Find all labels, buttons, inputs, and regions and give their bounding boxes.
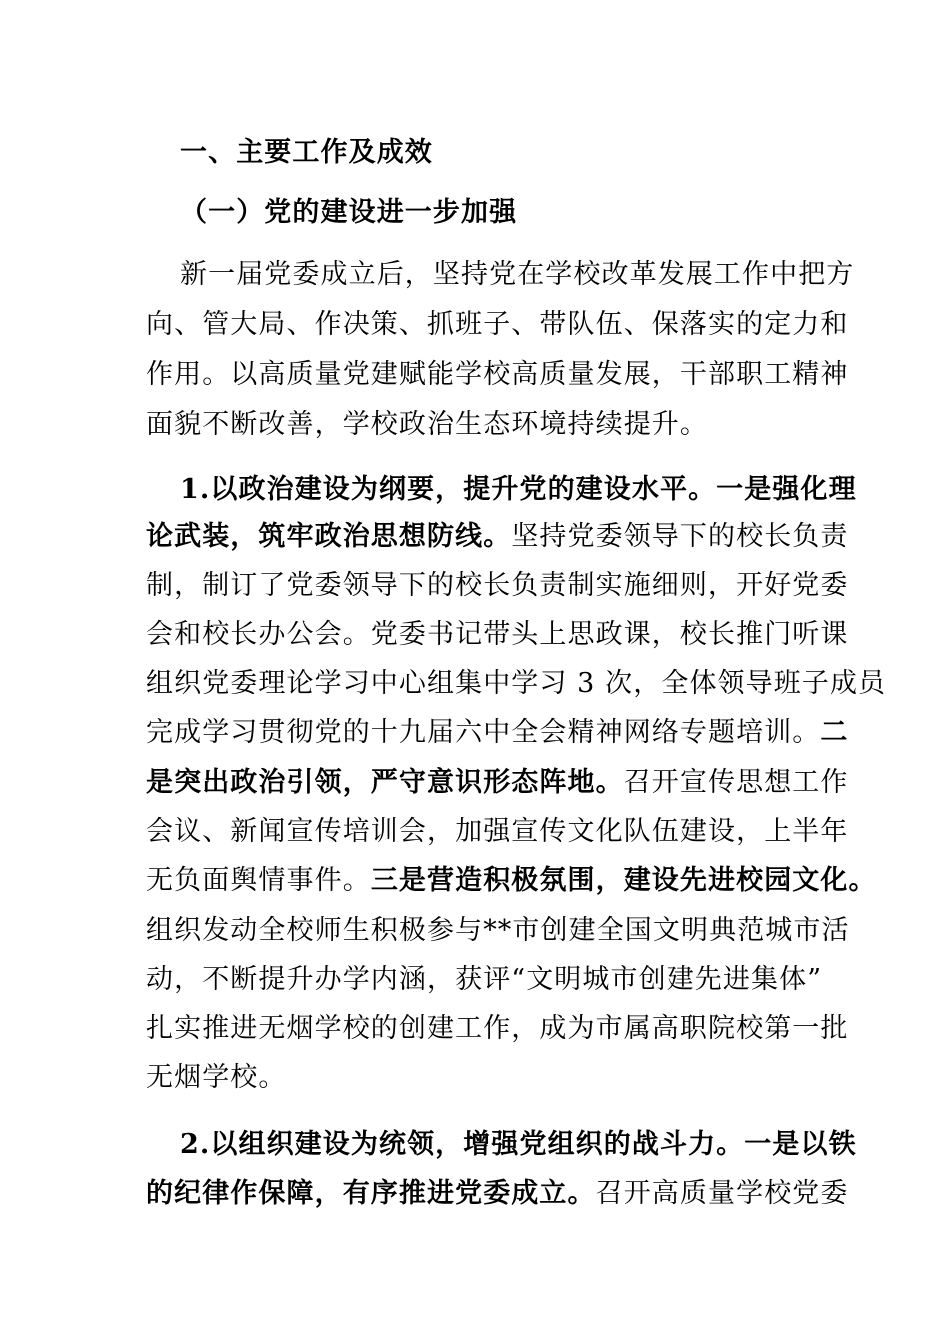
paragraph-line: 动，不断提升办学内涵，获评“文明城市创建先进集体”: [146, 964, 823, 995]
paragraph-line: 组织党委理论学习中心组集中学习 3 次，全体领导班子成员: [146, 668, 887, 699]
paragraph-line: 制，制订了党委领导下的校长负责制实施细则，开好党委: [146, 570, 849, 601]
item1-subheading: 是突出政治引领，严守意识形态阵地。: [146, 767, 624, 798]
item2-subheading: 的纪律作保障，有序推进党委成立。: [146, 1178, 596, 1209]
subsection-heading: （一）党的建设进一步加强: [180, 197, 518, 228]
paragraph-line: 面貌不断改善，学校政治生态环境持续提升。: [146, 409, 708, 440]
paragraph-text: 召开高质量学校党委: [595, 1178, 849, 1209]
paragraph-line: 组织发动全校师生积极参与**市创建全国文明典范城市活: [146, 915, 850, 946]
item1-subheading: 三是营造积极氛围，建设先进校园文化。: [370, 865, 877, 896]
paragraph-line: 新一届党委成立后，坚持党在学校改革发展工作中把方: [180, 259, 855, 290]
item2-heading-line: 2.以组织建设为统领，增强党组织的战斗力。一是以铁: [180, 1129, 857, 1160]
paragraph-line: [146, 763, 849, 803]
paragraph-line: 向、管大局、作决策、抓班子、带队伍、保落实的定力和: [146, 309, 849, 340]
paragraph-line: 扎实推进无烟学校的创建工作，成为市属高职院校第一批: [146, 1013, 849, 1044]
paragraph-text: 召开宣传思想工作: [623, 767, 849, 798]
paragraph-text: 坚持党委领导下的校长负责: [511, 521, 849, 552]
paragraph-line: 无烟学校。: [146, 1062, 287, 1093]
paragraph-text: 完成学习贯彻党的十九届六中全会精神网络专题培训。: [146, 717, 821, 748]
section-heading: 一、主要工作及成效: [180, 137, 433, 168]
paragraph-line: [146, 517, 849, 557]
paragraph-line: 会和校长办公会。党委书记带头上思政课，校长推门听课: [146, 619, 849, 650]
item1-heading-line: 1.以政治建设为纲要，提升党的建设水平。一是强化理: [180, 474, 857, 505]
paragraph-text: 无负面舆情事件。: [146, 865, 371, 896]
paragraph-line: [146, 1174, 849, 1214]
paragraph-line: 会议、新闻宣传培训会，加强宣传文化队伍建设，上半年: [146, 816, 849, 847]
item1-subheading: 论武装，筑牢政治思想防线。: [146, 521, 512, 552]
paragraph-line: [146, 861, 877, 901]
paragraph-line: 作用。以高质量党建赋能学校高质量发展，干部职工精神: [146, 359, 849, 390]
item1-subheading: 二: [820, 717, 849, 748]
paragraph-line: [146, 713, 849, 753]
